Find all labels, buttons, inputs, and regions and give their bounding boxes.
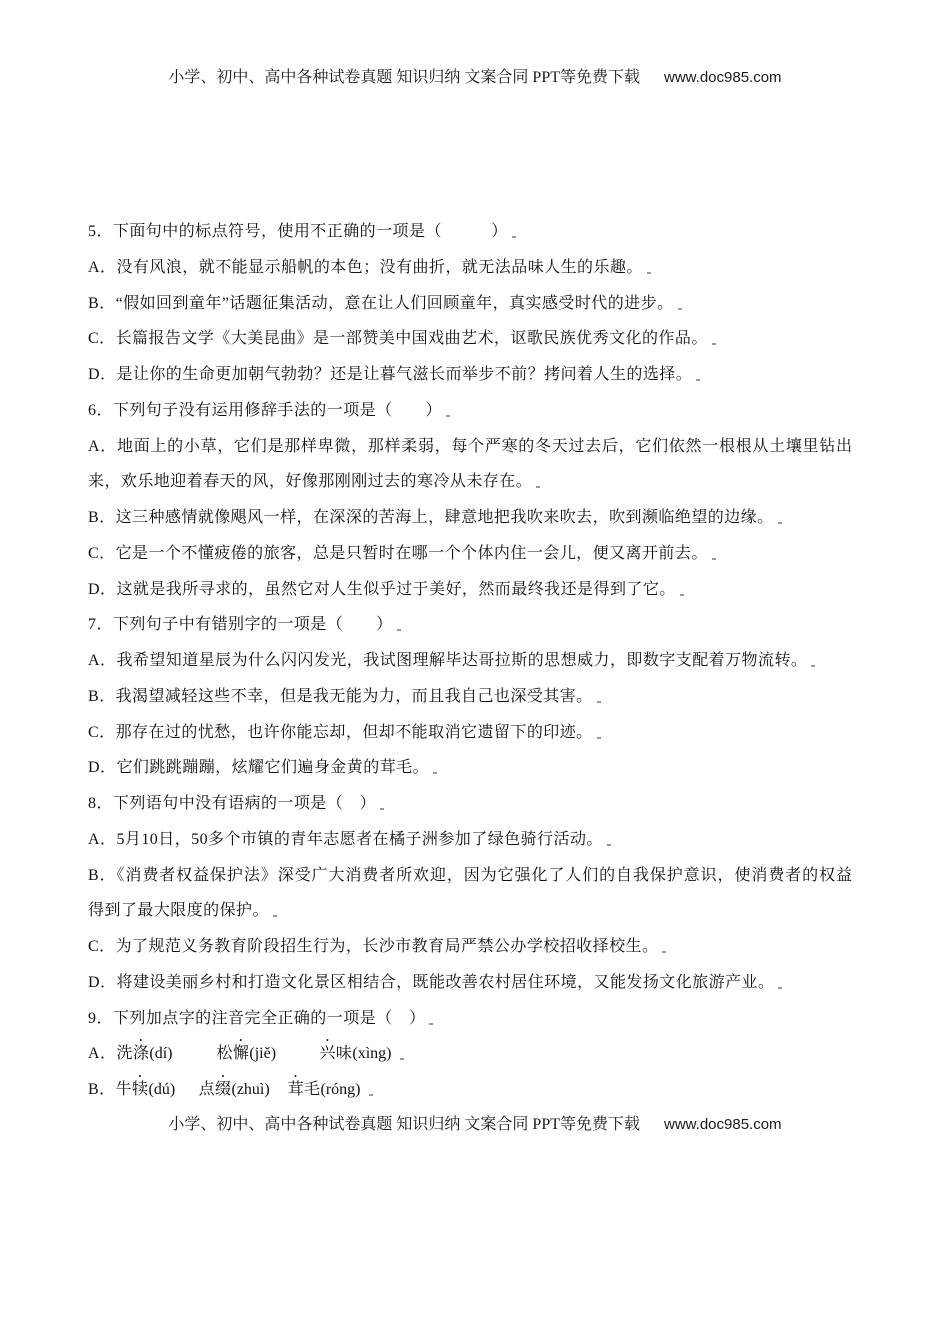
q7-option-d: D．它们跳跳蹦蹦，炫耀它们遍身金黄的茸毛。 — [88, 750, 852, 786]
plain-char: 洗 — [116, 1045, 133, 1063]
q8-stem: 8．下列语句中没有语病的一项是（ ） — [88, 786, 852, 822]
q9-b-word-2 — [199, 1072, 288, 1108]
q9-b-word-3 — [288, 1072, 361, 1108]
pinyin: (róng) — [320, 1081, 361, 1098]
q8-option-c: C．为了规范义务教育阶段招生行为，长沙市教育局严禁公办学校招收择校生。 — [88, 929, 852, 965]
dotted-char: 涤 — [132, 1045, 150, 1063]
page-header — [0, 68, 950, 88]
q9-option-a-label: A． — [88, 1045, 117, 1063]
q5-stem: 5．下面句中的标点符号，使用不正确的一项是（ ） — [88, 214, 852, 250]
q6-option-d: D．这就是我所寻求的，虽然它对人生似乎过于美好，然而最终我还是得到了它。 — [88, 572, 852, 608]
exam-questions — [88, 214, 852, 1108]
q9-stem: 9．下列加点字的注音完全正确的一项是（ ） — [88, 1001, 852, 1037]
dotted-char: 缀 — [215, 1081, 232, 1098]
q8-option-d: D．将建设美丽乡村和打造文化景区相结合，既能改善农村居住环境，又能发扬文化旅游产业。 — [88, 965, 852, 1001]
q8-option-a: A．5月10日，50多个市镇的青年志愿者在橘子洲参加了绿色骑行活动。 — [88, 822, 852, 858]
footer-site-url: www.doc985.com — [664, 1116, 782, 1133]
q8-option-b-line1: B．《消费者权益保护法》深受广大消费者所欢迎，因为它强化了人们的自我保护意识，使消费者的权益 — [88, 866, 852, 884]
q9-option-b-label: B． — [88, 1081, 116, 1098]
dotted-char: 犊 — [132, 1081, 149, 1098]
q7-option-c: C．那存在过的忧愁，也许你能忘却，但却不能取消它遗留下的印迹。 — [88, 715, 852, 751]
q9-option-b — [88, 1072, 852, 1108]
q5-option-b: B．“假如回到童年”话题征集活动，意在让人们回顾童年，真实感受时代的进步。 — [88, 286, 852, 322]
q9-a-word-2 — [216, 1036, 319, 1072]
footer-text: 小学、初中、高中各种试卷真题 知识归纳 文案合同 PPT等免费下载 — [168, 1116, 640, 1133]
dotted-char: 懈 — [232, 1045, 250, 1063]
q6-option-a-line1: A．地面上的小草，它们是那样卑微，那样柔弱，每个严寒的冬天过去后，它们依然一根根从土壤里钻出 — [88, 437, 852, 455]
plain-char: 点 — [198, 1081, 216, 1098]
dotted-char: 茸 — [287, 1081, 305, 1098]
q5-option-d: D．是让你的生命更加朝气勃勃？还是让暮气滋长而举步不前？拷问着人生的选择。 — [88, 357, 852, 393]
plain-char: 毛 — [304, 1081, 321, 1098]
plain-char: 松 — [216, 1045, 233, 1063]
dotted-char: 兴 — [319, 1045, 336, 1063]
pinyin: (jiě) — [249, 1045, 277, 1063]
plain-char: 味 — [335, 1045, 353, 1063]
q9-a-word-3 — [319, 1036, 391, 1072]
header-site-url: www.doc985.com — [664, 69, 782, 86]
page-footer — [0, 1115, 950, 1135]
q7-option-a: A．我希望知道星辰为什么闪闪发光，我试图理解毕达哥拉斯的思想威力，即数字支配着万物流转。 — [88, 643, 852, 679]
q7-option-b: B．我渴望减轻这些不幸，但是我无能为力，而且我自己也深受其害。 — [88, 679, 852, 715]
q6-stem: 6．下列句子没有运用修辞手法的一项是（ ） — [88, 393, 852, 429]
q5-option-a: A．没有风浪，就不能显示船帆的本色；没有曲折，就无法品味人生的乐趣。 — [88, 250, 852, 286]
plain-char: 牛 — [115, 1081, 133, 1098]
q7-stem: 7．下列句子中有错别字的一项是（ ） — [88, 607, 852, 643]
pinyin: (dí) — [149, 1045, 173, 1063]
pinyin: (xìng) — [352, 1045, 392, 1063]
q8-option-b-line2: 得到了最大限度的保护。 — [88, 893, 852, 929]
q9-a-word-1 — [116, 1036, 216, 1072]
q9-option-a — [88, 1036, 852, 1072]
q9-b-word-1 — [116, 1072, 199, 1108]
q6-option-c: C．它是一个不懂疲倦的旅客，总是只暂时在哪一个个体内住一会儿，便又离开前去。 — [88, 536, 852, 572]
header-text: 小学、初中、高中各种试卷真题 知识归纳 文案合同 PPT等免费下载 — [168, 69, 640, 86]
pinyin: (zhuì) — [231, 1081, 270, 1098]
q6-option-a-line2: 来，欢乐地迎着春天的风，好像那刚刚过去的寒冷从未存在。 — [88, 464, 852, 500]
q5-option-c: C．长篇报告文学《大美昆曲》是一部赞美中国戏曲艺术，讴歌民族优秀文化的作品。 — [88, 321, 852, 357]
pinyin: (dú) — [148, 1081, 176, 1098]
q6-option-b: B．这三种感情就像飓风一样，在深深的苦海上，肆意地把我吹来吹去，吹到濒临绝望的边缘。 — [88, 500, 852, 536]
